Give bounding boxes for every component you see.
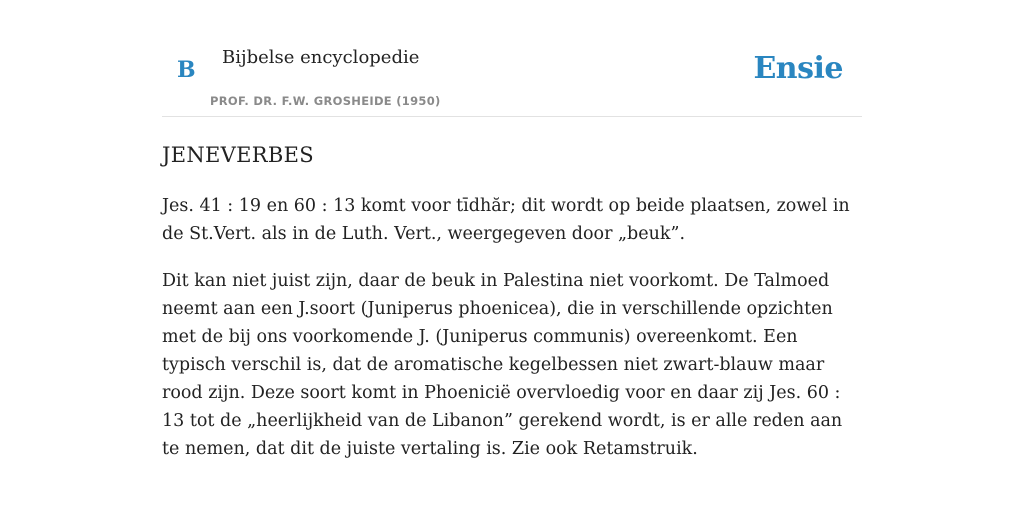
article-paragraph: Dit kan niet juist zijn, daar de beuk in Palestina niet voorkomt. De Talmoed neemt aan een J.soort (Juniperus phoenicea), die in verschillende opzichten met de bij ons voorkomende J. (Juniperus communis) overeenkomt. Een typisch verschil is, dat de aromatische kegelbessen niet zwart-blauw maar rood zijn. Deze soort komt in Phoenicië overvloedig voor en daar zij Jes. 60 : 13 tot de „heerlijkheid van de Libanon” gerekend wordt, is er alle reden aan te nemen, dat dit de juiste vertaling is. Zie ook Retamstruik.	[162, 271, 843, 459]
book-title-link[interactable]: Bijbelse encyclopedie	[222, 47, 420, 68]
book-logo[interactable]: B	[177, 57, 196, 83]
site-logo[interactable]: Ensie	[753, 51, 843, 86]
article-body	[162, 140, 862, 463]
book-author: PROF. DR. F.W. GROSHEIDE (1950)	[210, 94, 441, 108]
article-title: JENEVERBES	[162, 143, 314, 167]
article-paragraph: Jes. 41 : 19 en 60 : 13 komt voor tīdhăr; dit wordt op beide plaatsen, zowel in de St.Vert. als in de Luth. Vert., weergegeven door „beuk”.	[162, 196, 850, 244]
page-header	[162, 0, 862, 117]
